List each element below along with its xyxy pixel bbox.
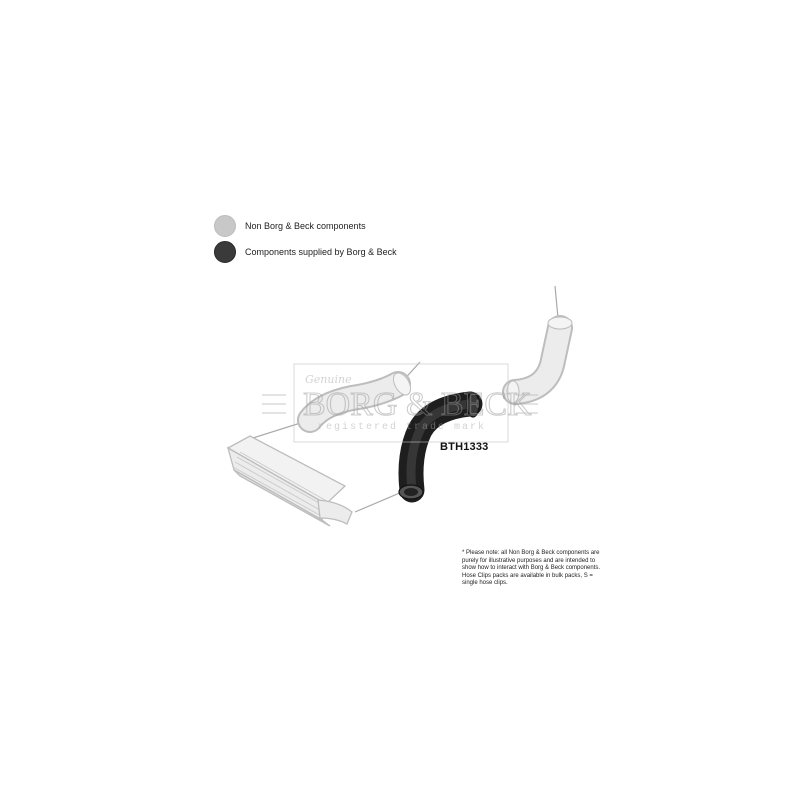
dark-grey-swatch-icon: [214, 241, 236, 263]
watermark-script: Genuine: [305, 373, 352, 386]
legend-item-non-borg-beck: [214, 214, 397, 238]
legend-item-borg-beck: [214, 240, 397, 264]
legend-label: Non Borg & Beck components: [245, 221, 366, 231]
intercooler-illustration: [228, 436, 352, 526]
legend-label: Components supplied by Borg & Beck: [245, 247, 397, 257]
watermark-brand: BORG & BECK: [303, 386, 532, 423]
light-grey-swatch-icon: [214, 215, 236, 237]
watermark-tagline: registered trade mark: [318, 422, 487, 433]
part-number-label: BTH1333: [440, 441, 489, 453]
disclaimer-note: * Please note: all Non Borg & Beck components are purely for illustrative purposes and are intended to show how to interact with Borg & Beck components. Hose Clips packs are available in bulk packs, S = single hose clips.: [462, 550, 601, 587]
legend: [214, 214, 397, 266]
